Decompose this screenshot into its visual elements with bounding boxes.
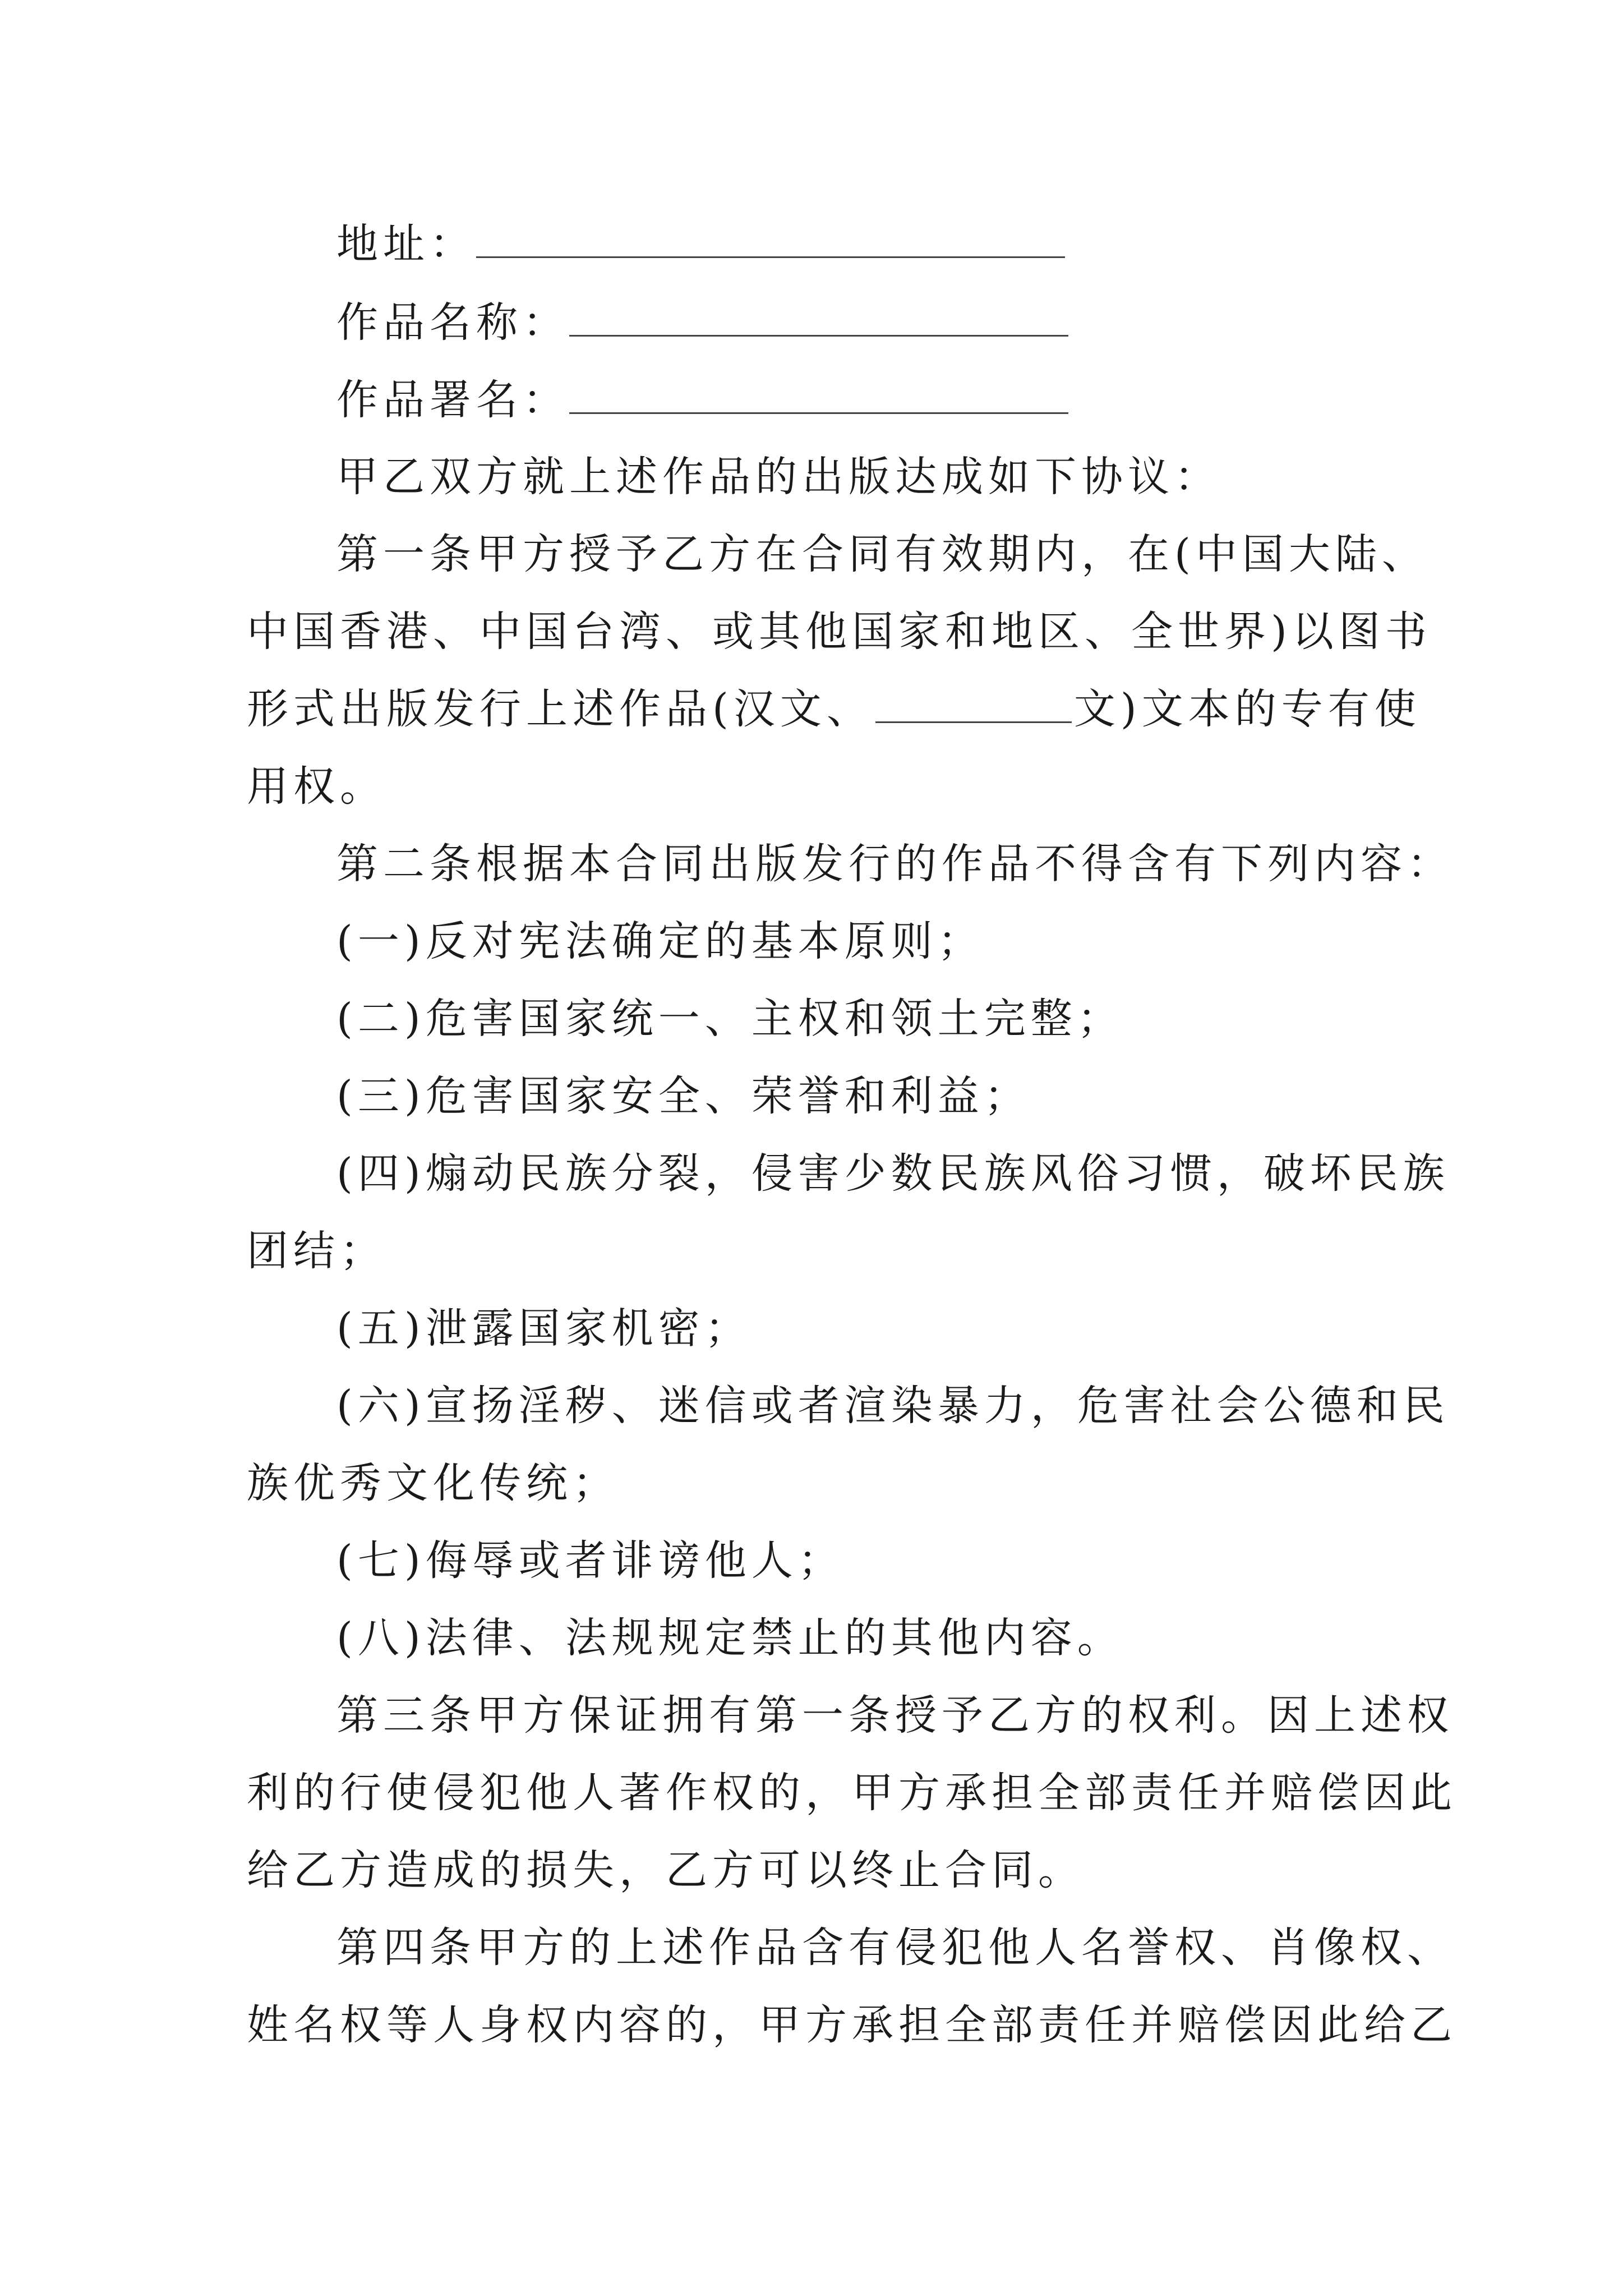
intro-paragraph: 甲乙双方就上述作品的出版达成如下协议： [336, 453, 1221, 501]
article-3-line-1: 第三条甲方保证拥有第一条授予乙方的权利。因上述权 [336, 1691, 1454, 1740]
item-8: (八)法律、法规规定禁止的其他内容。 [336, 1614, 1124, 1662]
work-title-row [336, 295, 1402, 351]
work-signature-label: 作品署名： [336, 376, 569, 424]
article-1-line-1: 第一条甲方授予乙方在合同有效期内，在(中国大陆、 [336, 530, 1428, 578]
article-1-line-3 [247, 681, 1421, 737]
article-4-line-1: 第四条甲方的上述作品含有侵犯他人名誉权、肖像权、 [336, 1924, 1454, 1972]
item-1: (一)反对宪法确定的基本原则； [336, 917, 984, 965]
article-3-line-3: 给乙方造成的损失，乙方可以终止合同。 [247, 1846, 1085, 1894]
item-5: (五)泄露国家机密； [336, 1304, 751, 1352]
item-3: (三)危害国家安全、荣誉和利益； [336, 1072, 1031, 1120]
article-1-line-2: 中国香港、中国台湾、或其他国家和地区、全世界)以图书 [247, 608, 1432, 656]
article-1-line-3b: 文)文本的专有使 [1073, 685, 1421, 733]
language-blank [875, 682, 1072, 723]
work-title-blank [569, 296, 1068, 337]
address-row [336, 216, 1402, 272]
item-4-line-1: (四)煽动民族分裂，侵害少数民族风俗习惯，破坏民族 [336, 1149, 1450, 1198]
article-2-line-1: 第二条根据本合同出版发行的作品不得含有下列内容： [336, 840, 1454, 888]
work-signature-row [336, 372, 1402, 428]
article-1-line-3a: 形式出版发行上述作品(汉文、 [247, 685, 873, 733]
item-7: (七)侮辱或者诽谤他人； [336, 1536, 845, 1585]
item-4-line-2: 团结； [247, 1227, 386, 1275]
address-blank [476, 217, 1065, 258]
address-label: 地址： [336, 220, 476, 268]
article-4-line-2: 姓名权等人身权内容的，甲方承担全部责任并赔偿因此给乙 [247, 2001, 1457, 2049]
item-6-line-2: 族优秀文化传统； [247, 1459, 619, 1507]
item-2: (二)危害国家统一、主权和领土完整； [336, 995, 1124, 1043]
article-3-line-2: 利的行使侵犯他人著作权的，甲方承担全部责任并赔偿因此 [247, 1769, 1457, 1817]
item-6-line-1: (六)宣扬淫秽、迷信或者渲染暴力，危害社会公德和民 [336, 1382, 1450, 1430]
work-signature-blank [569, 373, 1068, 414]
work-title-label: 作品名称： [336, 298, 569, 347]
article-1-line-4: 用权。 [247, 762, 386, 811]
